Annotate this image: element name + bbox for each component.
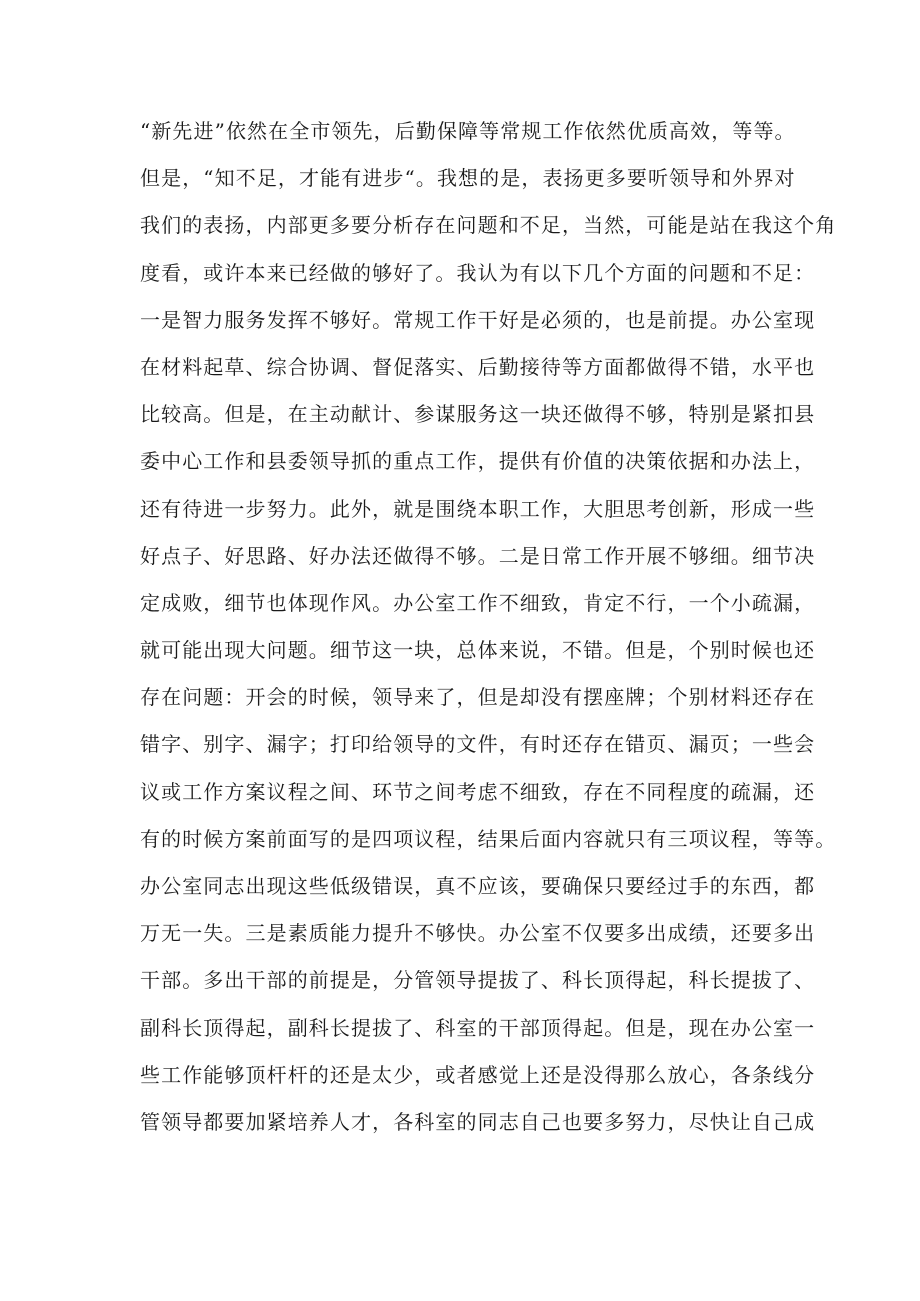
text-line: 好点子、好思路、好办法还做得不够。二是日常工作开展不够细。细节决 xyxy=(140,543,816,568)
text-line: 办公室同志出现这些低级错误，真不应该，要确保只要经过手的东西，都 xyxy=(140,874,816,898)
text-line: 但是，“知不足，才能有进步“。我想的是，表扬更多要听领导和外界对 xyxy=(140,166,796,191)
document-body xyxy=(140,108,837,1146)
text-line: 在材料起草、综合协调、督促落实、后勤接待等方面都做得不错，水平也 xyxy=(140,354,816,379)
text-line: 管领导都要加紧培养人才，各科室的同志自己也要多努力，尽快让自己成 xyxy=(140,1109,816,1134)
text-line: 一是智力服务发挥不够好。常规工作干好是必须的，也是前提。办公室现 xyxy=(140,307,816,332)
text-line: 就可能出现大问题。细节这一块，总体来说，不错。但是，个别时候也还 xyxy=(140,638,816,663)
text-line: 些工作能够顶杆杆的还是太少，或者感觉上还是没得那么放心，各条线分 xyxy=(140,1062,816,1087)
text-line: 错字、别字、漏字；打印给领导的文件，有时还存在错页、漏页；一些会 xyxy=(140,732,816,757)
text-line: 定成败，细节也体现作风。办公室工作不细致，肯定不行，一个小疏漏， xyxy=(140,590,816,615)
text-line: 副科长顶得起，副科长提拔了、科室的干部顶得起。但是，现在办公室一 xyxy=(140,1015,816,1040)
text-line: 万无一失。三是素质能力提升不够快。办公室不仅要多出成绩，还要多出 xyxy=(140,921,816,946)
text-line: “新先进”依然在全市领先，后勤保障等常规工作依然优质高效，等等。 xyxy=(140,119,796,143)
text-line: 存在问题：开会的时候，领导来了，但是却没有摆座牌；个别材料还存在 xyxy=(140,685,816,710)
text-line: 干部。多出干部的前提是，分管领导提拔了、科长顶得起，科长提拔了、 xyxy=(140,968,816,993)
text-line: 委中心工作和县委领导抓的重点工作，提供有价值的决策依据和办法上， xyxy=(140,449,816,474)
text-line: 有的时候方案前面写的是四项议程，结果后面内容就只有三项议程，等等。 xyxy=(140,826,837,851)
text-line: 度看，或许本来已经做的够好了。我认为有以下几个方面的问题和不足： xyxy=(140,260,816,285)
text-line: 议或工作方案议程之间、环节之间考虑不细致，存在不同程度的疏漏，还 xyxy=(140,779,816,804)
text-line: 比较高。但是，在主动献计、参谋服务这一块还做得不够，特别是紧扣县 xyxy=(140,402,816,427)
text-line: 我们的表扬，内部更多要分析存在问题和不足，当然，可能是站在我这个角 xyxy=(140,213,837,238)
text-line: 还有待进一步努力。此外，就是围绕本职工作，大胆思考创新，形成一些 xyxy=(140,496,816,521)
